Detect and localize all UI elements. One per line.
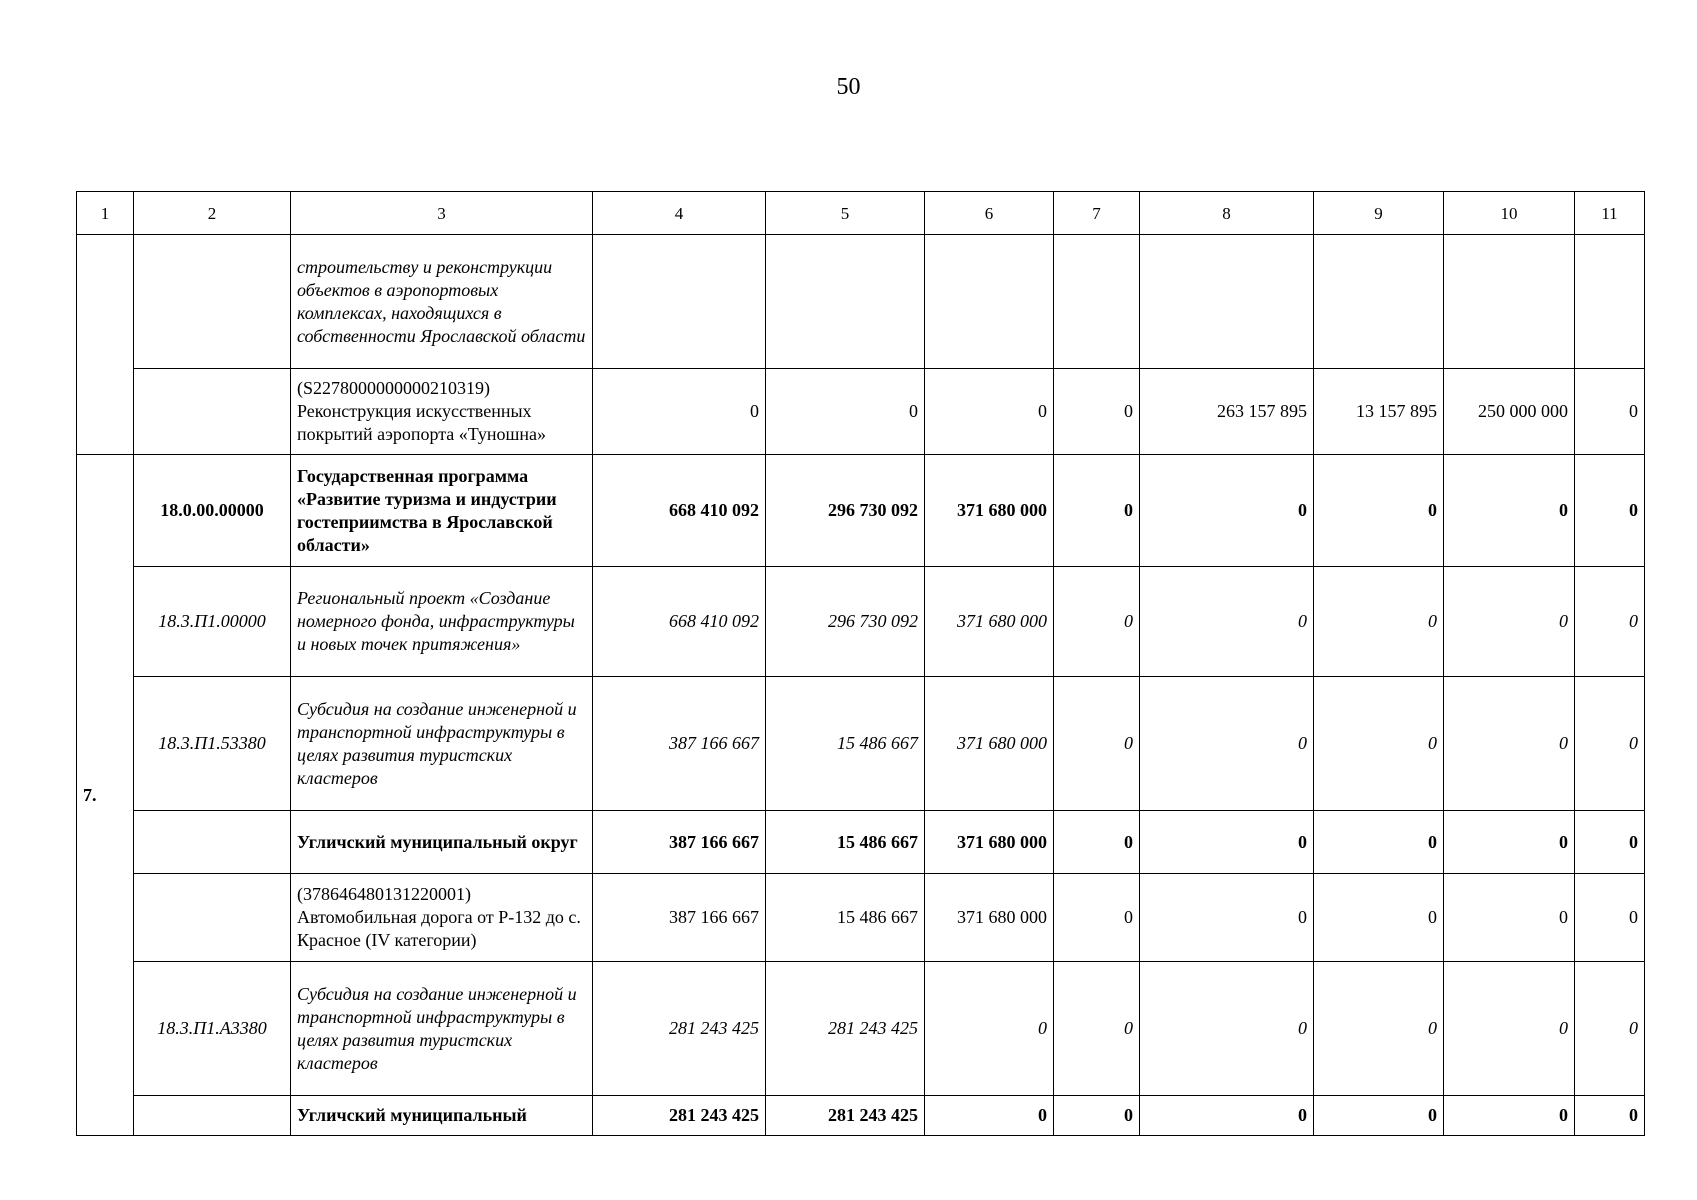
row-value: 0 <box>1140 1096 1314 1136</box>
table-row <box>77 455 1645 567</box>
row-code <box>134 235 291 369</box>
table-row <box>77 677 1645 811</box>
row-code: 18.3.П1.53380 <box>134 677 291 811</box>
row-value: 296 730 092 <box>766 567 925 677</box>
column-header: 1 <box>77 192 134 235</box>
row-value: 371 680 000 <box>925 567 1054 677</box>
row-value: 0 <box>1314 962 1444 1096</box>
row-value <box>1314 235 1444 369</box>
table-row <box>77 567 1645 677</box>
row-value: 0 <box>925 369 1054 455</box>
row-value: 0 <box>1444 1096 1575 1136</box>
column-header: 4 <box>593 192 766 235</box>
row-value <box>766 235 925 369</box>
page-number: 50 <box>836 74 861 100</box>
row-value: 387 166 667 <box>593 677 766 811</box>
row-value: 0 <box>766 369 925 455</box>
row-value: 281 243 425 <box>766 1096 925 1136</box>
row-value: 0 <box>1444 677 1575 811</box>
row-value: 668 410 092 <box>593 567 766 677</box>
column-header: 9 <box>1314 192 1444 235</box>
row-value: 281 243 425 <box>593 962 766 1096</box>
row-value: 0 <box>1314 874 1444 962</box>
row-name: (S2278000000000210319) Реконструкция искусственных покрытий аэропорта «Туношна» <box>291 369 593 455</box>
row-value: 0 <box>925 962 1054 1096</box>
row-value: 0 <box>1314 677 1444 811</box>
row-value: 0 <box>1575 1096 1645 1136</box>
row-value <box>1444 235 1575 369</box>
row-code <box>134 1096 291 1136</box>
row-value: 0 <box>1575 874 1645 962</box>
row-value: 296 730 092 <box>766 455 925 567</box>
row-value: 387 166 667 <box>593 874 766 962</box>
row-value <box>593 235 766 369</box>
row-value: 0 <box>1140 677 1314 811</box>
row-value: 13 157 895 <box>1314 369 1444 455</box>
row-value: 0 <box>1444 811 1575 874</box>
row-value: 0 <box>1054 962 1140 1096</box>
row-value: 0 <box>1575 677 1645 811</box>
row-value: 0 <box>1054 567 1140 677</box>
row-value: 0 <box>1314 455 1444 567</box>
row-name: Региональный проект «Создание номерного фонда, инфраструктуры и новых точек притяжения» <box>291 567 593 677</box>
table-row <box>77 811 1645 874</box>
row-value: 0 <box>1140 811 1314 874</box>
row-code <box>134 874 291 962</box>
column-header: 11 <box>1575 192 1645 235</box>
row-value: 0 <box>1054 677 1140 811</box>
row-value: 0 <box>1054 811 1140 874</box>
row-value: 0 <box>1054 369 1140 455</box>
column-header: 10 <box>1444 192 1575 235</box>
row-name: Угличский муниципальный <box>291 1096 593 1136</box>
row-value: 371 680 000 <box>925 874 1054 962</box>
row-index-cell <box>77 235 134 455</box>
row-value: 0 <box>1314 1096 1444 1136</box>
row-value: 0 <box>1444 455 1575 567</box>
row-value <box>1054 235 1140 369</box>
row-value: 0 <box>1054 874 1140 962</box>
row-value: 281 243 425 <box>593 1096 766 1136</box>
row-value: 0 <box>925 1096 1054 1136</box>
row-name: (378646480131220001) Автомобильная дорога от Р-132 до с. Красное (IV категории) <box>291 874 593 962</box>
row-value: 0 <box>593 369 766 455</box>
table-row <box>77 369 1645 455</box>
row-value: 15 486 667 <box>766 811 925 874</box>
row-value: 371 680 000 <box>925 677 1054 811</box>
row-code <box>134 369 291 455</box>
table-header-row <box>77 192 1645 235</box>
row-code: 18.0.00.00000 <box>134 455 291 567</box>
column-header: 7 <box>1054 192 1140 235</box>
row-value: 0 <box>1054 455 1140 567</box>
row-name: Государственная программа «Развитие туризма и индустрии гостеприимства в Ярославской области» <box>291 455 593 567</box>
table-row <box>77 1096 1645 1136</box>
row-value: 0 <box>1575 369 1645 455</box>
row-name: Субсидия на создание инженерной и транспортной инфраструктуры в целях развития туристских кластеров <box>291 677 593 811</box>
row-value: 0 <box>1140 455 1314 567</box>
row-value: 0 <box>1054 1096 1140 1136</box>
row-value: 668 410 092 <box>593 455 766 567</box>
row-value <box>1575 235 1645 369</box>
row-value: 0 <box>1575 962 1645 1096</box>
row-name: Угличский муниципальный округ <box>291 811 593 874</box>
row-value: 263 157 895 <box>1140 369 1314 455</box>
table-row <box>77 962 1645 1096</box>
row-value: 0 <box>1575 455 1645 567</box>
row-value <box>925 235 1054 369</box>
row-index: 7. <box>77 455 134 1136</box>
column-header: 5 <box>766 192 925 235</box>
row-code: 18.3.П1.00000 <box>134 567 291 677</box>
row-value: 0 <box>1314 567 1444 677</box>
row-name: Субсидия на создание инженерной и транспортной инфраструктуры в целях развития туристских кластеров <box>291 962 593 1096</box>
row-name: строительству и реконструкции объектов в аэропортовых комплексах, находящихся в собственности Ярославской области <box>291 235 593 369</box>
row-value: 0 <box>1140 962 1314 1096</box>
row-value: 371 680 000 <box>925 455 1054 567</box>
row-value: 281 243 425 <box>766 962 925 1096</box>
row-value: 0 <box>1140 567 1314 677</box>
row-value: 0 <box>1575 811 1645 874</box>
row-code: 18.3.П1.А3380 <box>134 962 291 1096</box>
row-value: 371 680 000 <box>925 811 1054 874</box>
budget-table <box>76 191 1645 1136</box>
row-value: 250 000 000 <box>1444 369 1575 455</box>
row-code <box>134 811 291 874</box>
row-value: 0 <box>1575 567 1645 677</box>
column-header: 2 <box>134 192 291 235</box>
row-value: 0 <box>1444 567 1575 677</box>
row-value: 387 166 667 <box>593 811 766 874</box>
column-header: 3 <box>291 192 593 235</box>
row-value: 15 486 667 <box>766 874 925 962</box>
row-value: 0 <box>1444 962 1575 1096</box>
table-row <box>77 874 1645 962</box>
row-value: 0 <box>1314 811 1444 874</box>
row-value: 0 <box>1444 874 1575 962</box>
table-row <box>77 235 1645 369</box>
row-value: 15 486 667 <box>766 677 925 811</box>
column-header: 6 <box>925 192 1054 235</box>
column-header: 8 <box>1140 192 1314 235</box>
row-value <box>1140 235 1314 369</box>
row-value: 0 <box>1140 874 1314 962</box>
